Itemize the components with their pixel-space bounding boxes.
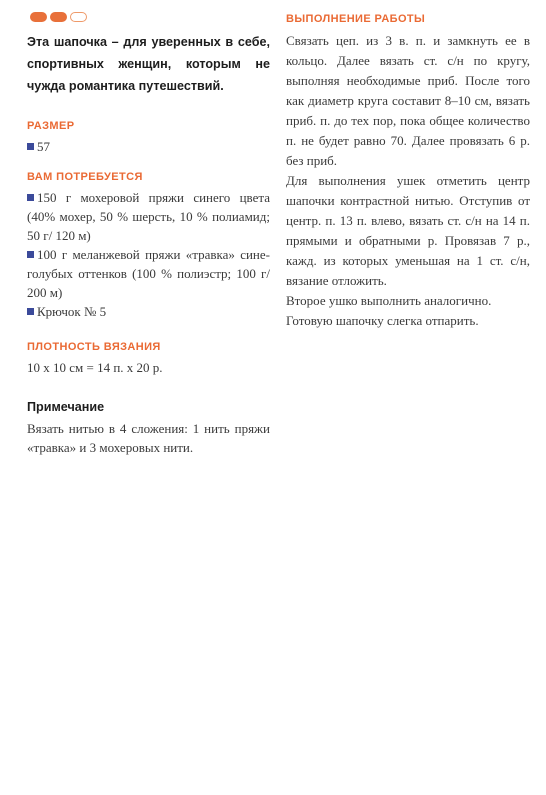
deco-pill-1 bbox=[30, 12, 47, 22]
gauge-text: 10 х 10 см = 14 п. х 20 р. bbox=[27, 360, 163, 375]
bullet-icon bbox=[27, 251, 34, 258]
right-column bbox=[286, 12, 530, 331]
instructions-paragraph-2: Для выполнения ушек отметить центр шапочки контрастной нитью. Отступив от центр. п. 13 п. влево, вязать ст. с/н на 14 п. прямыми и обратными р. Провязав 7 р., кажд. из которых уменьшая на 1 ст. с/н, вязание отложить. bbox=[286, 173, 530, 288]
intro-text: Эта шапочка – для уверенных в себе, спортивных женщин, которым не чужда романтика путешествий. bbox=[27, 35, 270, 93]
size-title: РАЗМЕР bbox=[27, 120, 75, 132]
instructions-title: ВЫПОЛНЕНИЕ РАБОТЫ bbox=[286, 13, 426, 25]
note-title: Примечание bbox=[27, 400, 105, 414]
bullet-icon bbox=[27, 143, 34, 150]
size-value-line bbox=[27, 137, 270, 156]
size-value: 57 bbox=[37, 139, 50, 154]
instructions-paragraph-4: Готовую шапочку слегка отпарить. bbox=[286, 313, 479, 328]
deco-pill-3 bbox=[70, 12, 87, 22]
gauge-title: ПЛОТНОСТЬ ВЯЗАНИЯ bbox=[27, 341, 161, 353]
deco-pill-2 bbox=[50, 12, 67, 22]
instructions-paragraph-3: Второе ушко выполнить аналогично. bbox=[286, 293, 492, 308]
header-decoration bbox=[30, 12, 87, 22]
bullet-icon bbox=[27, 308, 34, 315]
materials-item-2: 100 г меланжевой пряжи «травка» сине-голубых оттенков (100 % полиэстр; 100 г/ 200 м) bbox=[27, 247, 270, 300]
materials-item-1: 150 г мохеровой пряжи синего цвета (40% мохер, 50 % шерсть, 10 % полиамид; 50 г/ 120 м) bbox=[27, 190, 270, 243]
note-text: Вязать нитью в 4 сложения: 1 нить пряжи «травка» и 3 мохеровых нити. bbox=[27, 421, 270, 455]
materials-item-3: Крючок № 5 bbox=[27, 302, 270, 321]
bullet-icon bbox=[27, 194, 34, 201]
materials-title: ВАМ ПОТРЕБУЕТСЯ bbox=[27, 171, 143, 183]
left-column bbox=[27, 31, 270, 457]
instructions-paragraph-1: Связать цеп. из 3 в. п. и замкнуть ее в кольцо. Далее вязать ст. с/н по кругу, выполняя необходимые приб. После того как диаметр круга составит 8–10 см, вязать приб. п. до тех пор, пока общее количество п. не будет равно 70. Далее провязать 6 р. без приб. bbox=[286, 33, 530, 168]
